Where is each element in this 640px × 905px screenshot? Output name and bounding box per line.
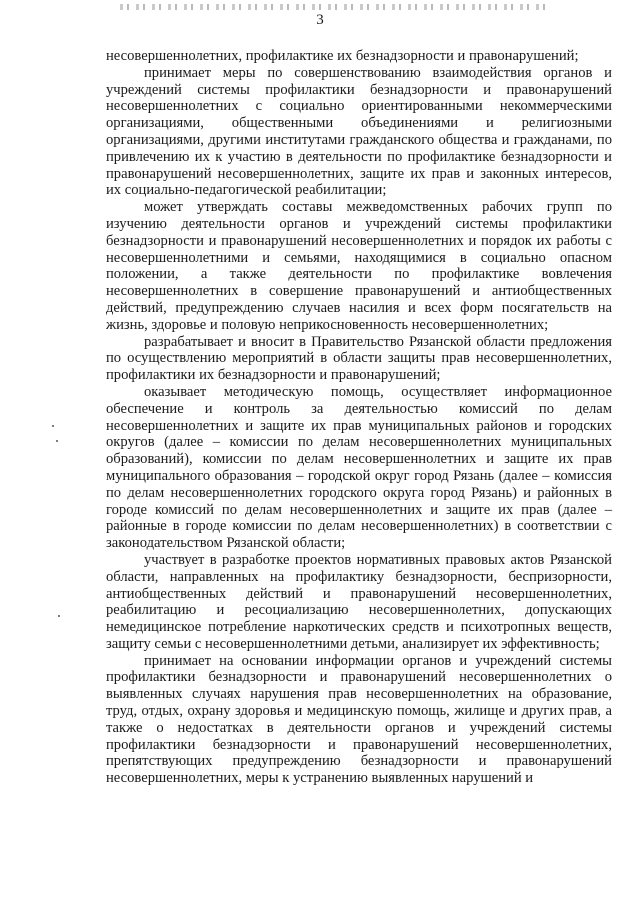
page-number: 3 [316,12,324,28]
paragraph: принимает меры по совершенствованию взаимодействия органов и учреждений системы профилактики безнадзорности и правонарушений несовершеннолетних с социально ориентированными некоммерческими организациями, общественными объединениями и религиозными организациями, другими институтами гражданского общества и гражданами, по привлечению их к участию в деятельности по профилактике безнадзорности и правонарушений несовершеннолетних, защите их прав и законных интересов, их социально-педагогической реабилитации; [106,64,612,199]
paragraph-continuation: несовершеннолетних, профилактике их безнадзорности и правонарушений; [106,48,579,64]
paragraph: принимает на основании информации органов и учреждений системы профилактики безнадзорности и правонарушений несовершеннолетних о выявленных случаях нарушения прав несовершеннолетних на образование, труд, отдых, охрану здоровья и медицинскую помощь, жилище и других прав, а также о недостатках в деятельности органов и учреждений системы профилактики безнадзорности и правонарушений несовершеннолетних, препятствующих предупреждению безнадзорности и правонарушений несовершеннолетних, меры к устранению выявленных нарушений и [106,652,612,787]
scan-speck [56,440,58,442]
document-body [106,48,612,787]
paragraph: разрабатывает и вносит в Правительство Рязанской области предложения по осуществлению мероприятий в области защиты прав несовершеннолетних, профилактики их безнадзорности и правонарушений; [106,333,612,384]
paragraph: оказывает методическую помощь, осуществляет информационное обеспечение и контроль за деятельностью комиссий по делам несовершеннолетних и защите их прав муниципальных районов и городских округов (далее – комиссии по делам несовершеннолетних муниципальных образований), комиссии по делам несовершеннолетних и защите их прав муниципального образования – городской округ город Рязань (далее – комиссия по делам несовершеннолетних городского округа город Рязань) и районных в городе комиссий по делам несовершеннолетних и защите их прав (далее – районные в городе комиссии по делам несовершеннолетних) в соответствии с законодательством Рязанской области; [106,383,612,552]
paragraph: участвует в разработке проектов нормативных правовых актов Рязанской области, направленных на профилактику безнадзорности, беспризорности, антиобщественных действий и правонарушений несовершеннолетних, реабилитацию и ресоциализацию несовершеннолетних, допускающих немедицинское потребление наркотических средств и психотропных веществ, защиту семьи с несовершеннолетними детьми, анализирует их эффективность; [106,551,612,652]
scan-speck [58,615,60,617]
paragraph: может утверждать составы межведомственных рабочих групп по изучению деятельности органов и учреждений системы профилактики безнадзорности и правонарушений несовершеннолетних и порядок их работы с несовершеннолетними и семьями, находящимися в социально опасном положении, а также деятельности по профилактике вовлечения несовершеннолетних в совершение правонарушений и антиобщественных действий, предупреждению случаев насилия и всех форм посягательств на жизнь, здоровье и половую неприкосновенность несовершеннолетних; [106,199,612,333]
scan-speck [52,425,54,427]
scan-artifact [120,4,550,10]
